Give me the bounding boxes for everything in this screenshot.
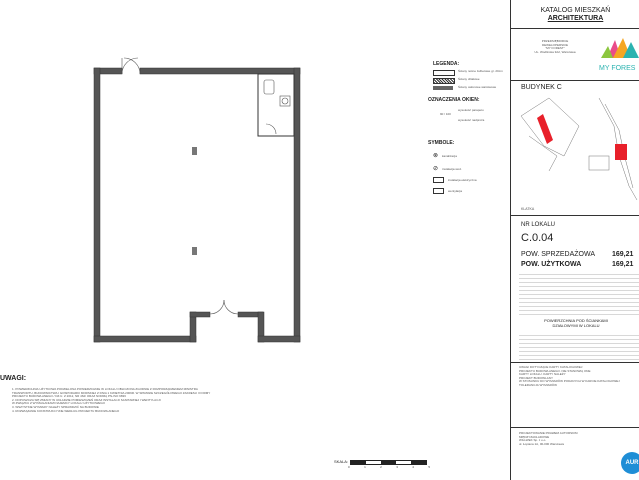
hatched-area bbox=[519, 271, 639, 315]
aura-badge-text: AUR bbox=[625, 460, 639, 466]
site-plan-drawing bbox=[519, 96, 639, 202]
okna-item-1: wysokość parapetu bbox=[458, 108, 484, 112]
title-uwagi-line: KARTY LOKALU. KARTY NALEŻY bbox=[519, 372, 566, 377]
symbol-row-1 bbox=[433, 152, 457, 159]
lokal-number: C.0.04 bbox=[521, 232, 554, 244]
title-uwagi-line: TOLERANCJA WYMIARÓW bbox=[519, 382, 557, 387]
aura-badge bbox=[621, 452, 639, 474]
scale-tick: 3 bbox=[396, 465, 398, 469]
developer-block bbox=[525, 40, 585, 54]
scale-label: SKALA: bbox=[334, 459, 349, 464]
legend-item-1-label: Ściany nośne żelbetowe gr. 20cm bbox=[458, 69, 503, 73]
legenda-title: LEGENDA: bbox=[433, 61, 460, 67]
symbol-4-icon bbox=[433, 188, 444, 194]
title-uwagi-line: UWAGI DOTYCZĄCE KARTY KATALOGOWEJ bbox=[519, 365, 583, 369]
designer-line: ul. Łopiana 1A, 00-000 Warszawa bbox=[519, 441, 564, 446]
uwagi-title: UWAGI: bbox=[0, 375, 27, 382]
symbol-3-icon bbox=[433, 177, 444, 183]
scale-tick: 0 bbox=[348, 465, 350, 469]
uwagi-line: PROJEKTU BUDOWLANEGO / DZ.U. Z 2012, NR 462/ ORAZ NORMĄ PN-ISO 9836 bbox=[12, 394, 126, 399]
uwagi-line: W ZWIĄZKU Z WYMAGANIAMI NAJEMCY LOKALU UŻYTKOWEGO bbox=[12, 401, 105, 406]
symbol-row-2 bbox=[433, 165, 462, 172]
nr-lokalu-label: NR LOKALU bbox=[521, 222, 556, 228]
legend-item-2 bbox=[433, 78, 455, 84]
title-block bbox=[510, 0, 639, 480]
title-uwagi-line: W STOSUNKU DO WYMIARÓW PODANYCH W KARCIE KATALOGOWEJ bbox=[519, 379, 620, 384]
symbol-1-label: kanalizacja bbox=[442, 153, 457, 158]
oznaczenia-okien-title: OZNACZENIA OKIEN: bbox=[428, 97, 480, 103]
building-label: BUDYNEK C bbox=[521, 84, 562, 91]
uwagi-line: TRANSPORTU, BUDOWNICTWA I GOSPODARKI MORSKIEJ Z DNIA 1 KWIETNIA 2009R. W SPRAWIE SZCZEGÓŁOWEGO ZAKRESU I FORMY bbox=[12, 390, 211, 395]
my-forest-logo bbox=[599, 36, 639, 76]
developer-line: PRZEDSIĘBIORCE bbox=[541, 39, 569, 43]
title-uwagi-line: PROJEKTU BUDOWLANEGO. NIE STANOWIĄ ONE bbox=[519, 368, 591, 373]
pow-uzytkowa-value: 169,21 bbox=[612, 261, 634, 268]
symbol-3-label: instalacja elektryczna bbox=[448, 178, 477, 182]
symbol-row-4 bbox=[433, 188, 462, 194]
symbol-row-3 bbox=[433, 177, 477, 183]
pow-uzytkowa-label: POW. UŻYTKOWA bbox=[521, 261, 582, 268]
title-uwagi bbox=[519, 366, 637, 388]
site-plan bbox=[519, 96, 639, 202]
title-uwagi-line: PROJEKT BUDOWLANY bbox=[519, 375, 553, 380]
designer-line: MIĘDZYZAKŁADOWE bbox=[519, 434, 550, 439]
scale-tick: 5 bbox=[428, 465, 430, 469]
symbol-1-icon: ⊗ bbox=[433, 153, 439, 159]
logo-text: MY FORES bbox=[599, 65, 636, 72]
uwagi-line: 1. POWIERZCHNIA UŻYTKOWA PODZIELONA POWIERZCHNIE W LOKALU OBLICZONA ZGODNIE Z ROZPORZĄDZENIEM MINISTRA bbox=[12, 387, 198, 391]
scale-ticks bbox=[348, 465, 430, 469]
scale-tick: 4 bbox=[412, 465, 414, 469]
legend-item-3-label: Ściany osłonowe warstwowe bbox=[458, 85, 497, 89]
legend-item-1 bbox=[433, 70, 455, 76]
scale-tick: 1 bbox=[364, 465, 366, 469]
pow-sprzedazowa-label: POW. SPRZEDAŻOWA bbox=[521, 251, 596, 258]
symbol-2-icon: ⊘ bbox=[433, 166, 439, 172]
tree-logo-icon bbox=[599, 36, 639, 60]
legend-item-2-label: Ściany działowe bbox=[458, 77, 480, 81]
uwagi-line: 3. WSZYSTKIE WYMIARY NALEŻY SPRAWDZIĆ NA BUDOWIE bbox=[12, 404, 99, 409]
symbol-2-label: instalacja wod. bbox=[442, 166, 462, 171]
section-title: ARCHITEKTURA bbox=[547, 15, 604, 22]
uwagi-line: 2. DOPUSZCZA SIĘ ZMIANY W UKŁADZIE POMIESZCZEŃ ORAZ INSTALACJI SANITARNEJ I WENTYLACJI bbox=[12, 397, 161, 402]
designer-line: WILLWEK Sp. z o.o. bbox=[519, 438, 547, 443]
developer-line: DEWELOPERSKIE bbox=[541, 42, 568, 47]
designer-block bbox=[519, 432, 614, 446]
floor-plan bbox=[88, 44, 304, 354]
legend-item-3 bbox=[433, 86, 453, 90]
scale-tick: 2 bbox=[380, 465, 382, 469]
katalog-title: KATALOG MIESZKAŃ bbox=[540, 7, 611, 14]
symbole-title: SYMBOLE: bbox=[428, 140, 455, 146]
designer-line: PROJEKTOWANIE PRAWEM AUTORSKIM bbox=[519, 431, 578, 435]
developer-line: UL. Wodlinska 3A2, Warszawa bbox=[534, 49, 576, 54]
okna-item-2: wysokość nadproża bbox=[458, 118, 485, 122]
powierzchnia-note bbox=[531, 318, 621, 328]
powierzchnia-note-line: POWIERZCHNIA POD ŚCIANKAMI bbox=[544, 318, 608, 323]
uwagi-line: 4. ROZWIĄZANIE KONSTRUKCYJNE WEDŁUG PROJEKTU BUDOWLANEGO bbox=[12, 408, 120, 413]
powierzchnia-note-line: DZIAŁOWYMI W LOKALU bbox=[552, 323, 600, 328]
symbol-4-label: wentylacja bbox=[448, 189, 463, 193]
hatched-area-2 bbox=[519, 332, 639, 360]
developer-line: "MY FOREST" bbox=[545, 46, 565, 51]
pow-sprzedazowa-value: 169,21 bbox=[612, 251, 634, 258]
klatka-label: KLATKA bbox=[521, 207, 535, 211]
floor-plan-drawing bbox=[88, 44, 304, 354]
window-mark: 90 / 100 bbox=[440, 112, 451, 116]
uwagi-notes bbox=[12, 388, 262, 413]
